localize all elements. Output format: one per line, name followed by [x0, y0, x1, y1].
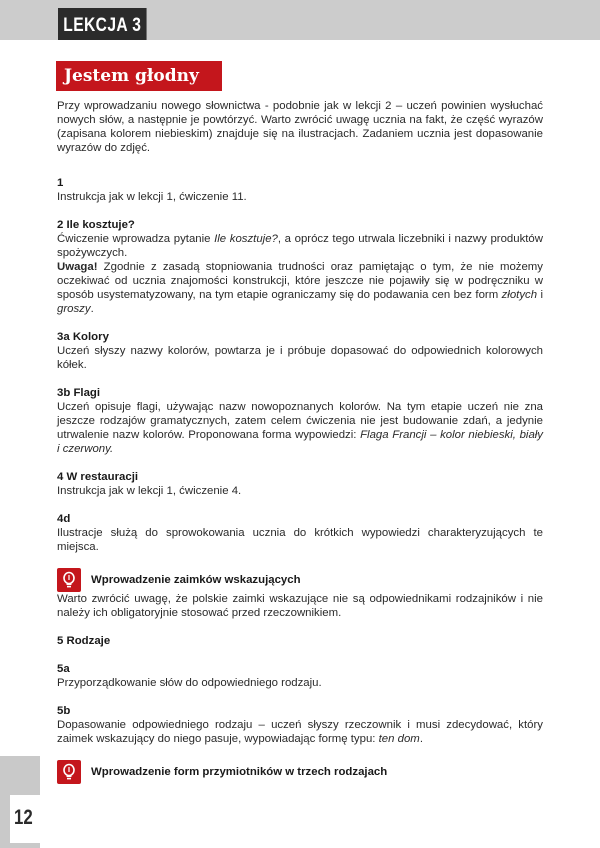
- ex4-text: Instrukcja jak w lekcji 1, ćwiczenie 4.: [57, 485, 242, 497]
- lesson-label: LEKCJA 3: [58, 8, 147, 40]
- warning-italic-1: złotych: [501, 289, 538, 301]
- ex5b-text-main: Dopasowanie odpowiedniego rodzaju – uczeń słyszy rzeczownik i musi zdecydować, który zaimek wskazujący do niego pasuje, wypowiadając formę typu:: [57, 719, 543, 745]
- ex5a-text: Przyporządkowanie słów do odpowiedniego rodzaju.: [57, 677, 322, 689]
- ex2-warning: [57, 260, 543, 316]
- tip-box-adjectives: [57, 760, 543, 784]
- ex1-text: Instrukcja jak w lekcji 1, ćwiczenie 11.: [57, 191, 247, 203]
- main-content: [57, 99, 543, 784]
- ex1-heading: 1: [57, 177, 64, 189]
- ex4-heading: 4 W restauracji: [57, 471, 139, 483]
- ex2-heading: 2 Ile kosztuje?: [57, 219, 135, 231]
- section-title: Jestem głodny: [64, 66, 199, 86]
- ex5a-heading: 5a: [57, 663, 70, 675]
- warning-label: Uwaga!: [57, 261, 98, 273]
- ex2-text: [57, 232, 543, 260]
- lightbulb-icon: [57, 568, 81, 592]
- ex5b-heading: 5b: [57, 705, 71, 717]
- ex5-heading: 5 Rodzaje: [57, 635, 111, 647]
- intro-paragraph: Przy wprowadzaniu nowego słownictwa - podobnie jak w lekcji 2 – uczeń powinien wysłuchać nowych słów, a następnie je powtórzyć. Warto zwrócić uwagę ucznia na fakt, że część wyrazów (zapisana kolorem niebieskim) znajduje się na ilustracjach. Zadaniem ucznia jest dopasowanie wyrazów do zdjęć.: [57, 100, 543, 154]
- warning-end: .: [90, 303, 94, 315]
- ex3b-text-main: Uczeń opisuje flagi, używając nazw nowopoznanych kolorów. Na tym etapie uczeń nie zna jeszcze rodzajów gramatycznych, zatem celem ćwiczenia nie jest budowanie zdań, a jedynie utrwalenie nazw kolorów. Proponowana forma wypowiedzi:: [57, 401, 543, 441]
- tip1-text: Warto zwrócić uwagę, że polskie zaimki wskazujące nie są odpowiednikami rodzajników i nie należy ich obligatoryjnie stosować przed rzeczownikiem.: [57, 593, 543, 619]
- tip1-heading: Wprowadzenie zaimków wskazujących: [91, 574, 301, 586]
- ex3b-text-italic: Flaga Francji – kolor niebieski, biały i czerwony.: [57, 429, 544, 455]
- warning-italic-2: groszy: [57, 303, 91, 315]
- warning-text: Zgodnie z zasadą stopniowania trudności oraz pamiętając o tym, że nie możemy oczekiwać od ucznia znajomości konstrukcji, które jeszcze nie pojawiły się w podręczniku w sposób usystematyzowany, na tym etapie ograniczamy się do podawania cen bez form: [57, 261, 543, 301]
- ex2-text-a2: , a oprócz tego utrwala liczebniki i nazwy produktów spożywczych.: [57, 233, 543, 259]
- ex4d-heading: 4d: [57, 513, 71, 525]
- ex4d-text: Ilustracje służą do sprowokowania ucznia do krótkich wypowiedzi charakteryzujących te miejsca.: [57, 527, 543, 553]
- ex2-text-a: Ćwiczenie wprowadza pytanie: [57, 233, 215, 245]
- tip2-heading: Wprowadzenie form przymiotników w trzech rodzajach: [91, 766, 388, 778]
- ex3b-heading: 3b Flagi: [57, 387, 101, 399]
- ex3b-text: [57, 400, 543, 456]
- warning-mid: i: [537, 289, 543, 301]
- ex3a-heading: 3a Kolory: [57, 331, 109, 343]
- tip-box-pronouns: [57, 568, 543, 592]
- ex5b-text-italic: ten dom: [378, 733, 420, 745]
- ex2-text-italic: Ile kosztuje?: [214, 233, 278, 245]
- ex5b-text: [57, 718, 543, 746]
- page-number: 12: [14, 806, 33, 829]
- ex3a-text: Uczeń słyszy nazwy kolorów, powtarza je i próbuje dopasować do odpowiednich kolorowych kółek.: [57, 345, 543, 371]
- lightbulb-icon: [57, 760, 81, 784]
- ex5b-text-end: .: [419, 733, 423, 745]
